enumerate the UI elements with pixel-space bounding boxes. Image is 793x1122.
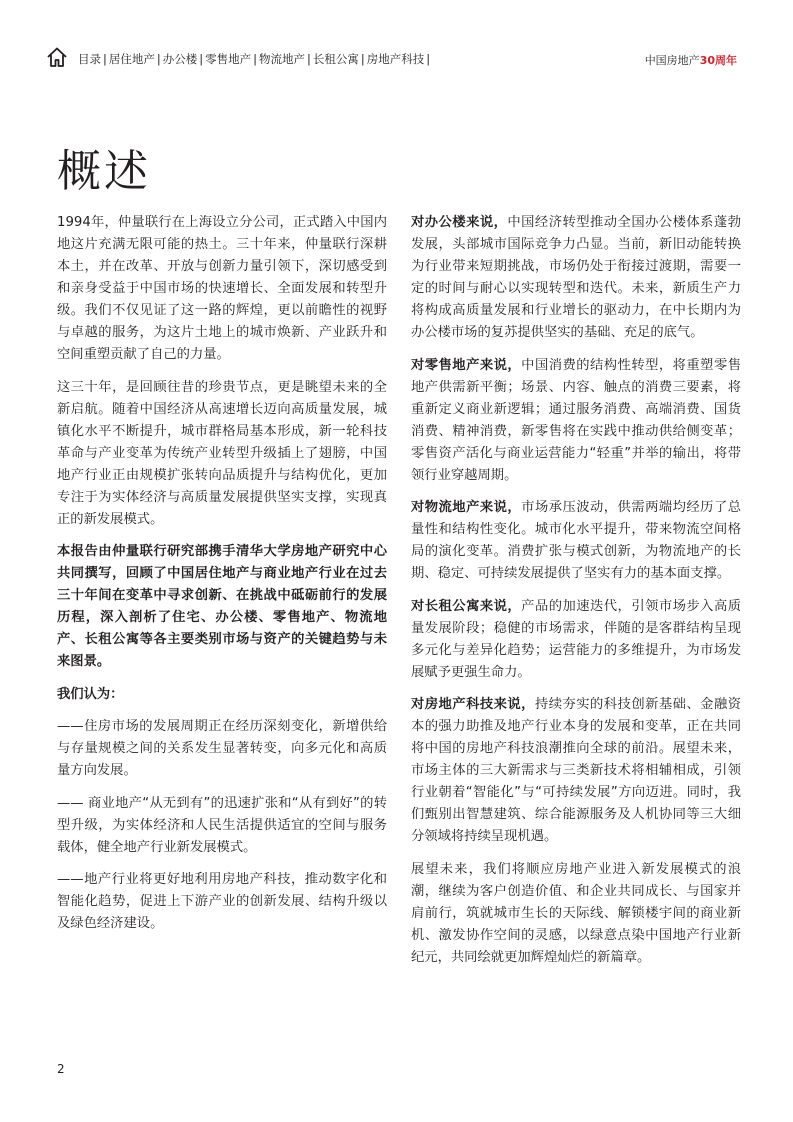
office-lead: 对办公楼来说， (411, 215, 508, 230)
nav-divider: | (253, 52, 257, 66)
nav-divider: | (307, 52, 311, 66)
section-nav (78, 52, 432, 66)
proptech-text: 持续夯实的科技创新基础、金融资本的强力助推及地产行业本身的发展和变革，正在共同将中国的房地产科技浪潮推向全球的前沿。展望未来，市场主体的三大新需求与三类新技术将相辅相成，引领行业朝着“智能化”与“可持续发展”方向迈进。同时，我们甄别出智慧建筑、综合能源服务及人机协同等三大细分领域将持续呈现机遇。 (411, 697, 742, 844)
apartment-text: 产品的加速迭代，引领市场步入高质量发展阶段；稳健的市场需求，伴随的是客群结构呈现多元化与差异化趋势；运营能力的多维提升，为市场发展赋予更强生命力。 (411, 598, 742, 680)
retail-lead: 对零售地产来说， (411, 357, 522, 373)
we-believe-heading: 我们认为： (57, 686, 124, 702)
nav-item-apartments[interactable]: 长租公寓 (312, 52, 359, 66)
nav-item-office[interactable]: 办公楼 (162, 52, 198, 66)
commercial-point: —— 商业地产“从无到有”的迅速扩张和“从有到好”的转型升级，为实体经济和人民生活提供适宜的空间与服务载体，健全地产行业新发展模式。 (57, 795, 387, 855)
logistics-text: 市场承压波动，供需两端均经历了总量性和结构性变化。城市化水平提升，带来物流空间格局的演化变革。消费扩张与模式创新，为物流地产的长期、稳定、可持续发展提供了坚实有力的基本面支撑。 (411, 500, 742, 581)
nav-item-residential[interactable]: 居住地产 (108, 52, 155, 66)
page-number: 2 (57, 1062, 65, 1076)
apartment-lead: 对长租公寓来说， (411, 598, 522, 614)
logistics-lead: 对物流地产来说， (411, 500, 522, 515)
page-title: 概述 (57, 146, 151, 197)
home-icon[interactable] (46, 46, 68, 68)
report-summary-paragraph: 本报告由仲量联行研究部携手清华大学房地产研究中心共同撰写，回顾了中国居住地产与商业地产行业在过去三十年间在变革中寻求创新、在挑战中砥砺前行的发展历程，深入剖析了住宅、办公楼、零售地产、物流地产、长租公寓等各主要类别市场与资产的关键趋势与未来图景。 (57, 544, 387, 669)
logistics-paragraph (411, 497, 741, 585)
nav-divider: | (199, 52, 204, 66)
intro-paragraph: 1994年，仲量联行在上海设立分公司，正式踏入中国内地这片充满无限可能的热土。三十年来，仲量联行深耕本土，并在改革、开放与创新力量引领下，深切感受到和亲身受益于中国市场的快速增长、全面发展和转型升级。我们不仅见证了这一路的辉煌，更以前瞻性的视野与卓越的服务，为这片土地上的城市焕新、产业跃升和空间重塑贡献了自己的力量。 (57, 215, 387, 362)
brand-prefix: 中国房地产 (644, 54, 700, 67)
housing-point: ——住房市场的发展周期正在经历深刻变化，新增供给与存量规模之间的关系发生显著转变，向多元化和高质量方向发展。 (57, 719, 387, 778)
office-paragraph (411, 212, 741, 344)
thirty-years-paragraph: 这三十年，是回顾往昔的珍贵节点，更是眺望未来的全新启航。随着中国经济从高速增长迈向高质量发展，城镇化水平不断提升，城市群格局基本形成，新一轮科技革命与产业变革为传统产业转型升级插上了翅膀，中国地产行业正由规模扩张转向品质提升与结构优化，更加专注于为实体经济与高质量发展提供坚实支撑，实现真正的新发展模式。 (57, 379, 387, 527)
apartment-paragraph (411, 596, 741, 684)
left-column (57, 212, 387, 946)
retail-paragraph (411, 355, 741, 487)
nav-item-proptech[interactable]: 房地产科技 (366, 52, 425, 66)
retail-text: 中国消费的结构性转型，将重塑零售地产供需新平衡；场景、内容、触点的消费三要素，将重新定义商业新逻辑；通过服务消费、高端消费、国货消费、精神消费，新零售将在实践中推动供给侧变革；零售资产活化与商业运营能力“轻重”并举的输出，将带领行业穿越周期。 (411, 357, 742, 483)
brand-anniversary: 30周年 (699, 54, 737, 67)
closing-paragraph: 展望未来，我们将顺应房地产业进入新发展模式的浪潮，继续为客户创造价值、和企业共同成长、与国家并肩前行，筑就城市生长的天际线、解锁楼宇间的商业新机、激发协作空间的灵感，以绿意点染中国地产行业新纪元，共同绘就更加辉煌灿烂的新篇章。 (411, 861, 741, 965)
brand-label (645, 54, 737, 67)
nav-divider: | (103, 52, 107, 66)
nav-item-contents[interactable]: 目录 (78, 52, 101, 66)
proptech-point: ——地产行业将更好地利用房地产科技，推动数字化和智能化趋势，促进上下游产业的创新发展、结构升级以及绿色经济建设。 (57, 872, 387, 931)
proptech-paragraph (411, 694, 741, 848)
nav-item-logistics[interactable]: 物流地产 (259, 52, 305, 66)
nav-item-retail[interactable]: 零售地产 (205, 52, 252, 66)
proptech-lead: 对房地产科技来说， (411, 697, 535, 712)
right-column (411, 212, 741, 979)
nav-divider: | (360, 52, 365, 66)
office-text: 中国经济转型推动全国办公楼体系蓬勃发展，头部城市国际竞争力凸显。当前，新旧动能转换为行业带来短期挑战，市场仍处于衔接过渡期，需要一定的时间与耐心以实现转型和迭代。未来，新质生产力将构成高质量发展和行业增长的驱动力，在中长期内为办公楼市场的复苏提供坚实的基础、充足的底气。 (411, 215, 742, 340)
nav-divider: | (156, 52, 161, 66)
top-navigation-bar (46, 46, 737, 74)
nav-divider: | (426, 52, 431, 66)
